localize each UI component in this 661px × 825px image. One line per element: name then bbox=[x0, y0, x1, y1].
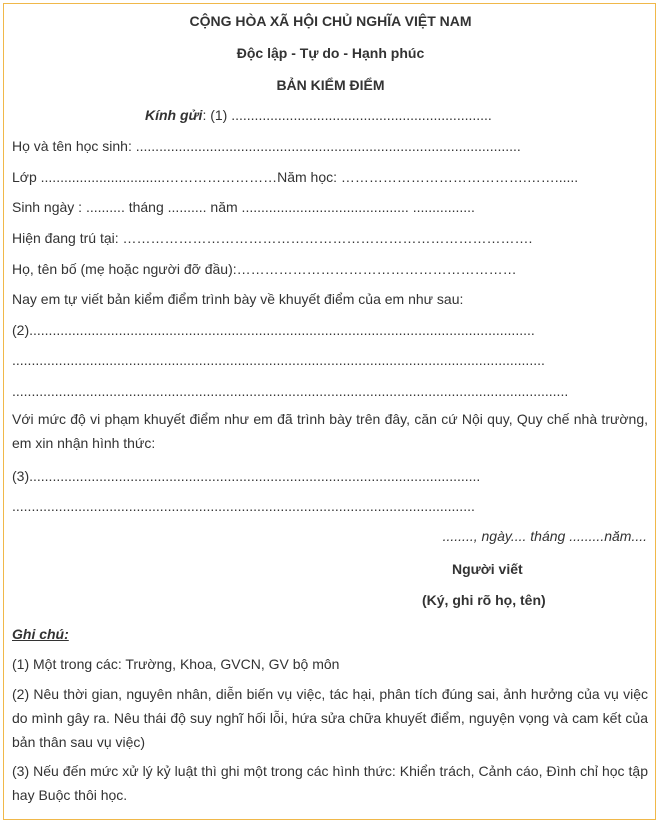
note-item-1: (1) Một trong các: Trường, Khoa, GVCN, GV bộ môn bbox=[12, 656, 340, 672]
recipient-line bbox=[145, 106, 492, 124]
intro-text: Nay em tự viết bản kiểm điểm trình bày về khuyết điểm của em như sau: bbox=[12, 291, 464, 307]
class-year-line: Lớp ................................……………………Năm học: ………………………………….……...... bbox=[12, 169, 579, 185]
document-title: BẢN KIỂM ĐIỂM bbox=[276, 77, 385, 93]
fault-line-3: ............................................................................................................................................... bbox=[12, 383, 569, 399]
recipient-label: Kính gửi bbox=[145, 107, 203, 123]
note-item-3: (3) Nếu đến mức xử lý kỷ luật thì ghi một trong các hình thức: Khiển trách, Cảnh cáo, Đình chỉ học tập hay Buộc thôi học. bbox=[12, 763, 648, 803]
note-item-2: (2) Nêu thời gian, nguyên nhân, diễn biến vụ việc, tác hại, phân tích đúng sai, ảnh hưởng của vụ việc do mình gây ra. Nêu thái độ suy nghĩ hối lỗi, hứa sửa chữa khuyết điểm, nguyện vọng và cam kết của bản thân sau vụ việc) bbox=[12, 686, 648, 750]
signer-label: Người viết bbox=[452, 561, 523, 577]
parent-line: Họ, tên bố (mẹ hoặc người đỡ đầu):…………………………………………………… bbox=[12, 261, 517, 277]
nation-heading: CỘNG HÒA XÃ HỘI CHỦ NGHĨA VIỆT NAM bbox=[189, 13, 472, 29]
motto: Độc lập - Tự do - Hạnh phúc bbox=[236, 45, 425, 61]
penalty-line-2: ....................................................................................................................... bbox=[12, 498, 475, 514]
signature-note: (Ký, ghi rõ họ, tên) bbox=[422, 592, 546, 608]
recipient-blank: : (1) ................................................................... bbox=[202, 107, 492, 123]
fault-line-2: ......................................................................................................................................... bbox=[12, 352, 545, 368]
date-line: ........, ngày.... tháng .........năm.... bbox=[442, 528, 647, 544]
fault-line-1: (2).................................................................................................................................. bbox=[12, 322, 535, 338]
notes-heading: Ghi chú: bbox=[12, 626, 69, 642]
address-line: Hiện đang trú tại: ……………………………………………………………………………. bbox=[12, 230, 533, 246]
penalty-line-1: (3).................................................................................................................... bbox=[12, 468, 481, 484]
penalty-text: Với mức độ vi phạm khuyết điểm như em đã trình bày trên đây, căn cứ Nội quy, Quy chế nhà trường, em xin nhận hình thức: bbox=[12, 411, 648, 451]
student-name-line: Họ và tên học sinh: ................................................................................................... bbox=[12, 138, 521, 154]
dob-line: Sinh ngày : .......... tháng .......... năm ........................................... ................ bbox=[12, 199, 475, 215]
